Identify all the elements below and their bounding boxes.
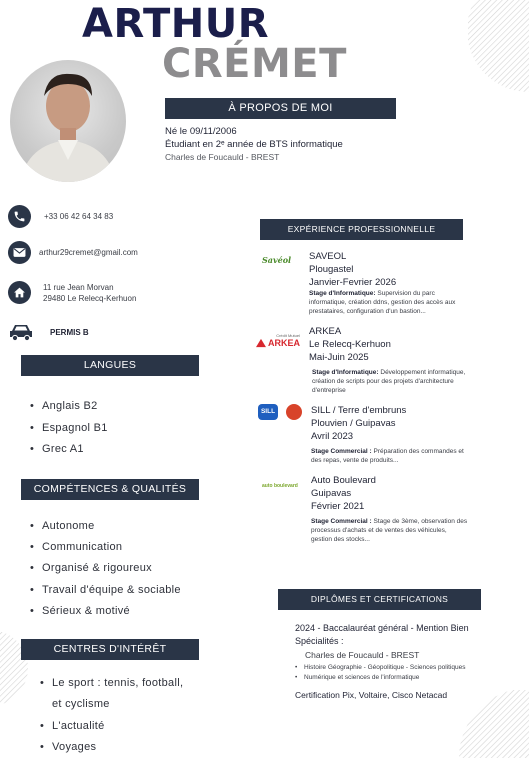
- list-item: • Autonome: [30, 520, 95, 532]
- list-item: • Organisé & rigoureux: [30, 562, 152, 575]
- car-icon: [8, 322, 34, 342]
- email-address[interactable]: arthur29cremet@gmail.com: [39, 248, 138, 257]
- last-name: CRÉMET: [162, 41, 347, 87]
- diploma-school: Charles de Foucauld - BREST: [305, 650, 420, 660]
- interests-list: [40, 673, 183, 758]
- sill-logos: [258, 404, 302, 420]
- contact-phone: [8, 205, 113, 228]
- job-date: Janvier-Fevrier 2026: [309, 277, 397, 288]
- job-place: Guipavas: [311, 488, 352, 499]
- job-date: Mai-Juin 2025: [309, 352, 369, 363]
- phone-icon: [8, 205, 31, 228]
- avatar-illustration: [10, 60, 126, 182]
- first-name: ARTHUR: [82, 1, 270, 47]
- permis-label: PERMIS B: [50, 327, 89, 337]
- phone-number[interactable]: +33 06 42 64 34 83: [44, 212, 114, 221]
- certifications: Certification Pix, Voltaire, Cisco Netacad: [295, 690, 448, 700]
- job-saveol: [309, 250, 469, 316]
- skills-banner: COMPÉTENCES & QUALITÉS: [21, 479, 199, 500]
- list-item: • Sérieux & motivé: [30, 604, 130, 617]
- job-place: Plouvien / Guipavas: [311, 418, 396, 429]
- interests-banner: CENTRES D'INTÉRÊT: [21, 639, 199, 660]
- list-item: • L'actualité: [40, 719, 105, 732]
- contact-email: [8, 241, 138, 264]
- list-item: • Grec A1: [30, 443, 84, 455]
- list-item: et cyclisme: [52, 698, 110, 711]
- mail-icon: [8, 241, 31, 264]
- job-company: Auto Boulevard: [311, 475, 376, 486]
- job-company: ARKEA: [309, 326, 342, 337]
- job-place: Le Relecq-Kerhuon: [309, 339, 391, 350]
- contact-address: [8, 281, 136, 304]
- job-arkea: [309, 325, 469, 395]
- contact-permis: [8, 322, 89, 342]
- job-description: Stage Commercial : Stage de 3ème, observation des processus d'achats et de ventes des véhicules, gestion des stocks...: [311, 518, 468, 543]
- home-icon: [8, 281, 31, 304]
- job-auto-boulevard: [311, 474, 469, 544]
- list-item: • Histoire Géographie - Géopolitique - Sciences politiques: [295, 664, 466, 671]
- list-item: • Communication: [30, 541, 123, 554]
- languages-list: [30, 396, 108, 461]
- languages-banner: LANGUES: [21, 355, 199, 376]
- about-section: [165, 125, 343, 164]
- list-item: • Travail d'équipe & sociable: [30, 583, 181, 596]
- diplomas-banner: DIPLÔMES ET CERTIFICATIONS: [278, 589, 481, 610]
- job-description: Stage d'Informatique: Supervision du parc informatique, création ddns, gestion des accès aux prestataires, configuration d'un bastion...: [309, 290, 456, 315]
- list-item: • Voyages: [40, 740, 97, 753]
- experience-banner: EXPÉRIENCE PROFESSIONNELLE: [260, 219, 463, 240]
- address-line-2: 29480 Le Relecq-Kerhuon: [43, 293, 137, 303]
- job-description: Stage Commercial : Préparation des commandes et des repas, vente de produits...: [311, 448, 464, 464]
- student-status: Étudiant en 2ᵉ année de BTS informatique: [165, 139, 343, 150]
- diploma-specialties: [295, 663, 525, 683]
- job-place: Plougastel: [309, 264, 354, 275]
- diploma-title: 2024 - Baccalauréat général - Mention Bien: [295, 623, 469, 633]
- list-item: • Espagnol B1: [30, 421, 108, 434]
- list-item: • Numérique et sciences de l'informatique: [295, 674, 420, 681]
- saveol-logo: Savéol: [262, 255, 292, 265]
- list-item: • Le sport : tennis, football,: [40, 677, 184, 689]
- diplomas-section: [295, 622, 525, 702]
- decorative-corner-top-right: [468, 0, 529, 100]
- birth-date: Né le 09/11/2006: [165, 126, 237, 137]
- job-company: SILL / Terre d'embruns: [311, 405, 407, 416]
- diploma-specialties-label: Spécialités :: [295, 636, 344, 646]
- job-date: Février 2021: [311, 501, 365, 512]
- profile-photo: [10, 60, 126, 182]
- list-item: • Anglais B2: [30, 400, 98, 412]
- job-sill: [311, 404, 469, 465]
- about-banner: À PROPOS DE MOI: [165, 98, 396, 119]
- arkea-logo: Crédit Mutuel ARKEA: [256, 333, 300, 348]
- address: [43, 282, 136, 304]
- school: Charles de Foucauld - BREST: [165, 152, 280, 162]
- skills-list: [30, 516, 181, 622]
- job-date: Avril 2023: [311, 431, 354, 442]
- job-company: SAVEOL: [309, 251, 347, 262]
- address-line-1: 11 rue Jean Morvan: [43, 282, 114, 292]
- job-description: Stage d'Informatique: Développement informatique, création de scripts pour des projets d'architecture d'entreprise: [312, 369, 466, 394]
- sill-logo: SILL: [258, 404, 278, 420]
- terre-embruns-logo: [286, 404, 302, 420]
- auto-boulevard-logo: auto boulevard: [262, 483, 298, 489]
